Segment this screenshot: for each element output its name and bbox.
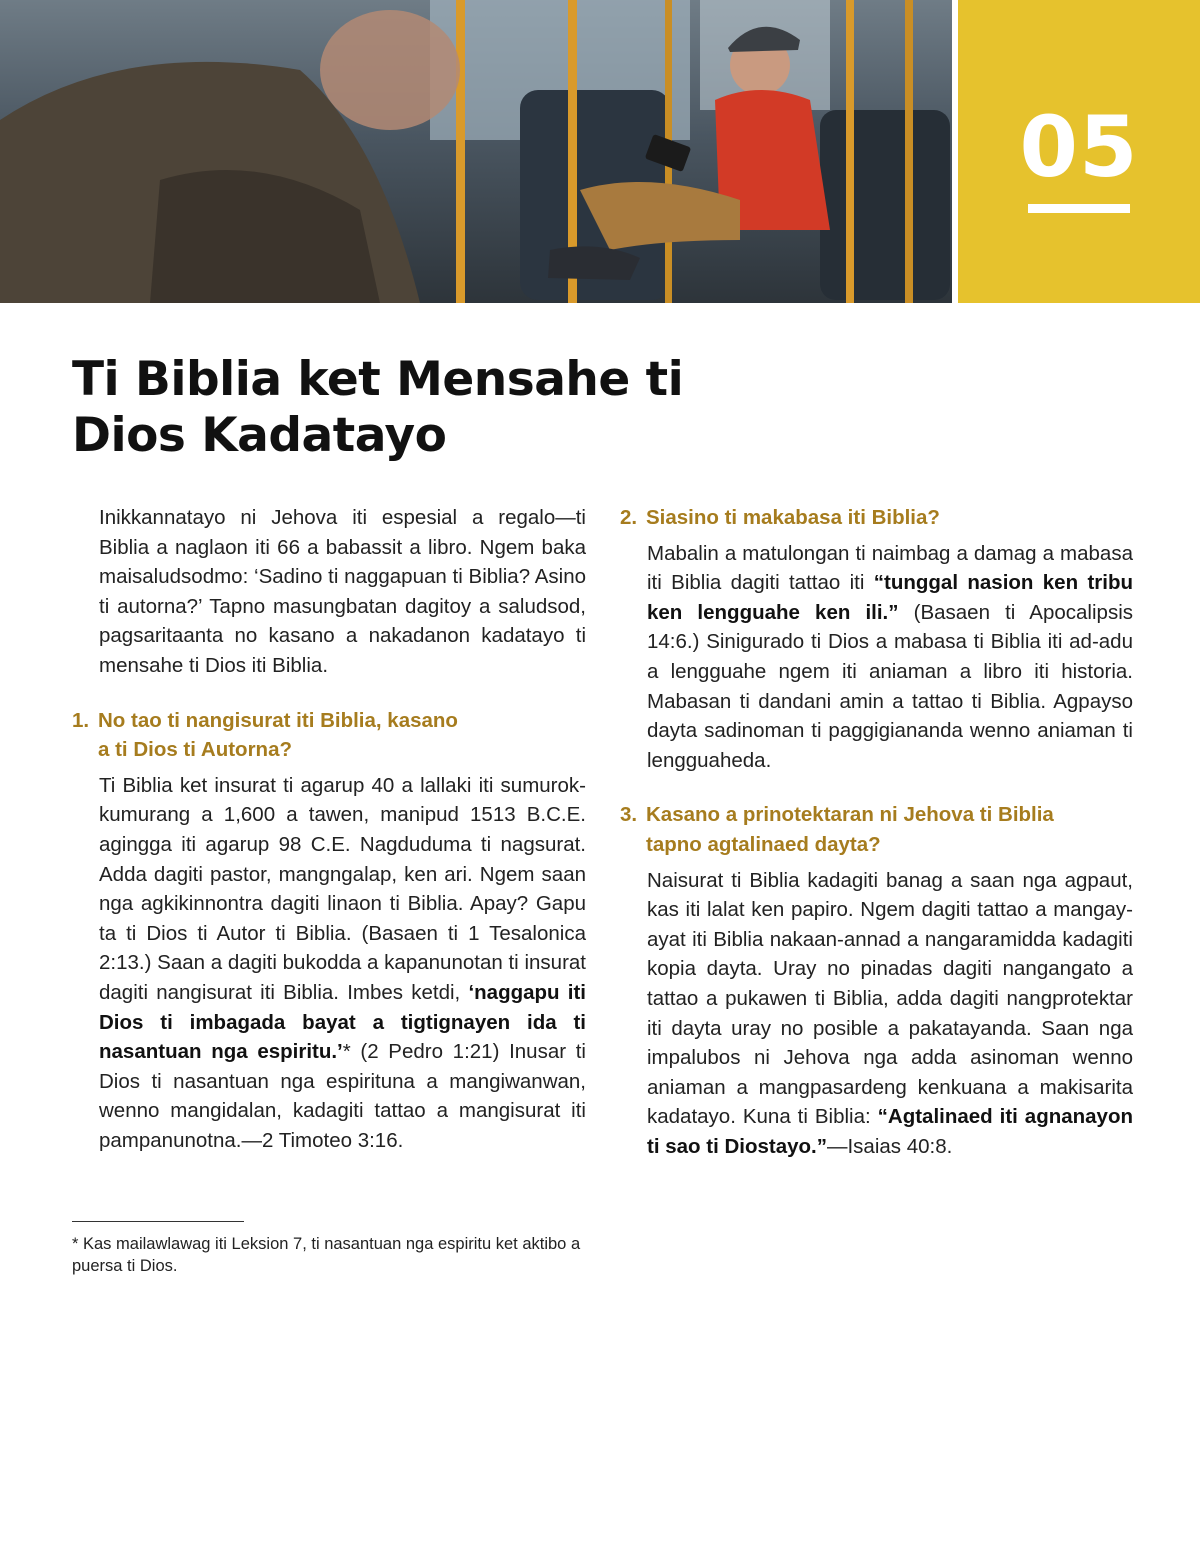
answer-2-bold: “tunggal nasion ken tribu ken lengguahe ken ili.”: [647, 571, 1133, 624]
lesson-number: 05: [1019, 98, 1139, 196]
footnote: * Kas mailawlawag iti Leksion 7, ti nasantuan nga espiritu ket aktibo a puersa ti Dios.: [72, 1235, 581, 1275]
lesson-badge: [958, 0, 1200, 303]
question-2-text: Siasino ti makabasa iti Biblia?: [646, 506, 940, 529]
footnote-divider: [72, 1221, 244, 1222]
question-3-text: Kasano a prinotektaran ni Jehova ti Biblia tapno agtalinaed dayta?: [646, 803, 1054, 856]
answer-2: [647, 539, 1133, 776]
answer-2-text: Mabalin a matulongan ti naimbag a damag a mabasa iti Biblia dagiti tattao iti: [647, 541, 1133, 595]
question-1: [72, 706, 586, 765]
intro-paragraph: Inikkannatayo ni Jehova iti espesial a regalo—ti Biblia a naglaon iti 66 a babassit a libro. Ngem baka maisaludsodmo: ‘Sadino ti naggapuan ti Biblia? Asino ti autorna?’ Tapno masungbatan dagitoy a saludsod, pagsaritaanta no kasano a nakadanon kadatayo ti mensahe ti Dios iti Biblia.: [99, 506, 586, 677]
page-title: Ti Biblia ket Mensahe ti Dios Kadatayo: [72, 352, 684, 463]
answer-1-text: Ti Biblia ket insurat ti agarup 40 a lallaki iti sumurok-kumurang a 1,600 a tawen, manipud 1513 B.C.E. agingga iti agarup 98 C.E. Nagduduma ti nagsurat. Adda dagiti pastor, mangngalap, ken ari. Ngem saan nga agkikinnontra dagiti linaon ti Biblia. Apay? Gapu ta ti Dios ti Autor ti Biblia. (Basaen ti 1 Tesalonica 2:13.) Saan a dagiti bukodda a kapanunotan ti insurat dagiti nangisurat iti Biblia. Imbes ketdi,: [99, 773, 586, 1004]
answer-2-tail: (Basaen ti Apocalipsis 14:6.) Sinigurado ti Dios a mabasa ti Biblia iti ad-adu a lengguahe ngem iti aniaman a libro iti historia. Mabasan ti dandani amin a tattao ti Biblia. Agpayso dayta sadinoman ti paggigiananda wenno aniaman ti lengguaheda.: [647, 600, 1133, 772]
answer-3-text: Naisurat ti Biblia kadagiti banag a saan nga agpaut, kas iti lalat ken papiro. Ngem dagiti tattao a mangay-ayat iti Biblia nakaan-annad a nangaramidda kadagiti kopia dayta. Uray no pinadas dagiti nangangato a tattao a pukawen ti Biblia, adda dagiti nangprotektar iti dayta uray no posible a pakatayanda. Saan nga impalubos ni Jehova nga adda asinoman wenno aniaman a mangpasardeng kenkuana a makisarita kadatayo. Kuna ti Biblia:: [647, 868, 1133, 1129]
question-1-number: 1.: [72, 708, 90, 732]
answer-1: [99, 771, 586, 1156]
answer-3: [647, 866, 1133, 1162]
header-photo: [0, 0, 952, 303]
answer-1-bold: ‘naggapu iti Dios ti imbagada bayat a tigtignayen ida ti nasantuan nga espiritu.’: [99, 980, 586, 1064]
question-3: [620, 800, 1133, 859]
answer-3-bold: “Agtalinaed iti agnanayon ti sao ti Diostayo.”: [647, 1105, 1134, 1158]
question-1-text: No tao ti nangisurat iti Biblia, kasano a ti Dios ti Autorna?: [98, 708, 458, 762]
question-2-number: 2.: [620, 506, 638, 529]
question-2: [620, 503, 1133, 533]
question-3-number: 3.: [620, 803, 638, 827]
bus-scene-illustration: [0, 0, 952, 303]
right-column: [620, 503, 1133, 1161]
answer-1-tail: * (2 Pedro 1:21) Inusar ti Dios ti nasantuan nga espirituna a mangiwanwan, wenno mangidalan, kadagiti tattao a mangisurat iti pampanunotna.—2 Timoteo 3:16.: [99, 1040, 586, 1152]
answer-3-tail: —Isaias 40:8.: [826, 1134, 953, 1158]
left-column: [72, 503, 586, 1155]
lesson-rule: [1028, 204, 1130, 213]
